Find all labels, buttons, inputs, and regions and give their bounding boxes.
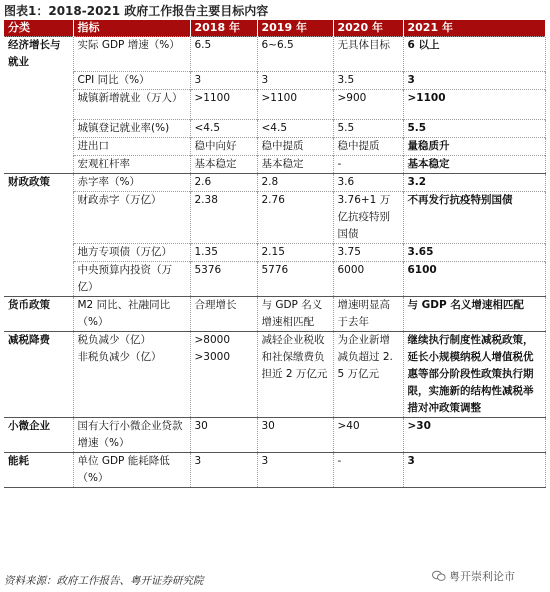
value-2018-cell: 2.6 <box>190 173 257 191</box>
indicator-cell: M2 同比、社融同比（%） <box>73 296 190 331</box>
indicator-cell: 中央预算内投资（万亿） <box>73 261 190 296</box>
category-cell-empty <box>4 155 73 173</box>
wechat-icon <box>432 570 446 582</box>
value-2019-cell: <4.5 <box>257 119 333 137</box>
indicator-cell: 城镇新增就业（万人） <box>73 89 190 119</box>
header-row <box>4 20 545 37</box>
category-cell-empty <box>4 137 73 155</box>
value-2021-cell: 6100 <box>403 261 545 296</box>
value-2021-cell: 不再发行抗疫特别国债 <box>403 191 545 243</box>
indicator-cell: CPI 同比（%） <box>73 71 190 89</box>
category-cell: 经济增长与就业 <box>4 37 73 72</box>
value-2018-cell: 2.38 <box>190 191 257 243</box>
value-2021-cell: 3 <box>403 71 545 89</box>
value-2021-cell: 6 以上 <box>403 37 545 72</box>
value-2019-cell: 2.8 <box>257 173 333 191</box>
targets-table <box>4 20 546 488</box>
value-2019-cell: 2.15 <box>257 243 333 261</box>
value-2020-cell: - <box>333 155 403 173</box>
header-2019: 2019 年 <box>257 20 333 37</box>
category-cell: 财政政策 <box>4 173 73 191</box>
table-row <box>4 173 545 191</box>
value-2018-cell: 基本稳定 <box>190 155 257 173</box>
table-row <box>4 119 545 137</box>
value-2018-cell: 30 <box>190 417 257 452</box>
table-row <box>4 71 545 89</box>
value-2020-cell: 3.75 <box>333 243 403 261</box>
table-row <box>4 137 545 155</box>
value-2018-cell: 1.35 <box>190 243 257 261</box>
indicator-cell: 地方专项债（万亿） <box>73 243 190 261</box>
value-2019-cell: 基本稳定 <box>257 155 333 173</box>
value-2020-cell: 为企业新增减负超过 2.5 万亿元 <box>333 331 403 417</box>
table-row <box>4 296 545 331</box>
table-row <box>4 331 545 417</box>
header-2018: 2018 年 <box>190 20 257 37</box>
indicator-cell: 国有大行小微企业贷款增速（%） <box>73 417 190 452</box>
watermark <box>432 568 515 584</box>
category-cell-empty <box>4 89 73 119</box>
category-cell: 能耗 <box>4 452 73 487</box>
value-2019-cell: 3 <box>257 71 333 89</box>
value-2019-cell: 稳中提质 <box>257 137 333 155</box>
value-2020-cell: 无具体目标 <box>333 37 403 72</box>
header-indicator: 指标 <box>73 20 190 37</box>
value-2020-cell: 6000 <box>333 261 403 296</box>
table-row <box>4 89 545 119</box>
category-cell: 货币政策 <box>4 296 73 331</box>
indicator-cell: 赤字率（%） <box>73 173 190 191</box>
value-2018-cell: >8000 >3000 <box>190 331 257 417</box>
value-2021-cell: 与 GDP 名义增速相匹配 <box>403 296 545 331</box>
value-2021-cell: 基本稳定 <box>403 155 545 173</box>
table-row <box>4 261 545 296</box>
figure-title: 图表1：2018-2021 政府工作报告主要目标内容 <box>4 4 269 18</box>
watermark-text: 粤开崇利论市 <box>449 570 515 583</box>
value-2020-cell: 稳中提质 <box>333 137 403 155</box>
table-row <box>4 37 545 72</box>
table-row <box>4 452 545 487</box>
table-row <box>4 417 545 452</box>
value-2020-cell: 3.5 <box>333 71 403 89</box>
value-2018-cell: 6.5 <box>190 37 257 72</box>
value-2019-cell: 3 <box>257 452 333 487</box>
indicator-cell: 进出口 <box>73 137 190 155</box>
value-2021-cell: 3 <box>403 452 545 487</box>
indicator-cell: 单位 GDP 能耗降低（%） <box>73 452 190 487</box>
value-2019-cell: 30 <box>257 417 333 452</box>
value-2020-cell: 3.76+1 万亿抗疫特别国债 <box>333 191 403 243</box>
value-2020-cell: 增速明显高于去年 <box>333 296 403 331</box>
value-2018-cell: >1100 <box>190 89 257 119</box>
category-cell: 减税降费 <box>4 331 73 417</box>
value-2021-cell: 5.5 <box>403 119 545 137</box>
table-row <box>4 191 545 243</box>
indicator-cell: 城镇登记就业率(%) <box>73 119 190 137</box>
value-2021-cell: 继续执行制度性减税政策，延长小规模纳税人增值税优惠等部分阶段性政策执行期限，实施新的结构性减税举措对冲政策调整 <box>403 331 545 417</box>
value-2018-cell: 合理增长 <box>190 296 257 331</box>
value-2018-cell: 稳中向好 <box>190 137 257 155</box>
value-2018-cell: <4.5 <box>190 119 257 137</box>
indicator-cell: 财政赤字（万亿） <box>73 191 190 243</box>
category-cell-empty <box>4 71 73 89</box>
indicator-cell: 实际 GDP 增速（%） <box>73 37 190 72</box>
value-2021-cell: >1100 <box>403 89 545 119</box>
value-2020-cell: 3.6 <box>333 173 403 191</box>
category-cell-empty <box>4 261 73 296</box>
value-2019-cell: 与 GDP 名义增速相匹配 <box>257 296 333 331</box>
header-2021: 2021 年 <box>403 20 545 37</box>
value-2018-cell: 3 <box>190 71 257 89</box>
value-2020-cell: >40 <box>333 417 403 452</box>
value-2021-cell: 3.2 <box>403 173 545 191</box>
header-2020: 2020 年 <box>333 20 403 37</box>
category-cell-empty <box>4 191 73 243</box>
value-2019-cell: 6~6.5 <box>257 37 333 72</box>
indicator-cell: 税负减少（亿） 非税负减少（亿） <box>73 331 190 417</box>
indicator-cell: 宏观杠杆率 <box>73 155 190 173</box>
category-cell-empty <box>4 119 73 137</box>
value-2021-cell: 量稳质升 <box>403 137 545 155</box>
value-2021-cell: 3.65 <box>403 243 545 261</box>
value-2018-cell: 5376 <box>190 261 257 296</box>
value-2019-cell: 2.76 <box>257 191 333 243</box>
value-2021-cell: >30 <box>403 417 545 452</box>
table-row <box>4 155 545 173</box>
value-2020-cell: - <box>333 452 403 487</box>
category-cell-empty <box>4 243 73 261</box>
value-2020-cell: 5.5 <box>333 119 403 137</box>
value-2019-cell: 减轻企业税收和社保缴费负担近 2 万亿元 <box>257 331 333 417</box>
value-2019-cell: >1100 <box>257 89 333 119</box>
category-cell: 小微企业 <box>4 417 73 452</box>
value-2019-cell: 5776 <box>257 261 333 296</box>
table-row <box>4 243 545 261</box>
value-2020-cell: >900 <box>333 89 403 119</box>
header-category: 分类 <box>4 20 73 37</box>
value-2018-cell: 3 <box>190 452 257 487</box>
source-note: 资料来源：政府工作报告、粤开证券研究院 <box>4 575 204 587</box>
